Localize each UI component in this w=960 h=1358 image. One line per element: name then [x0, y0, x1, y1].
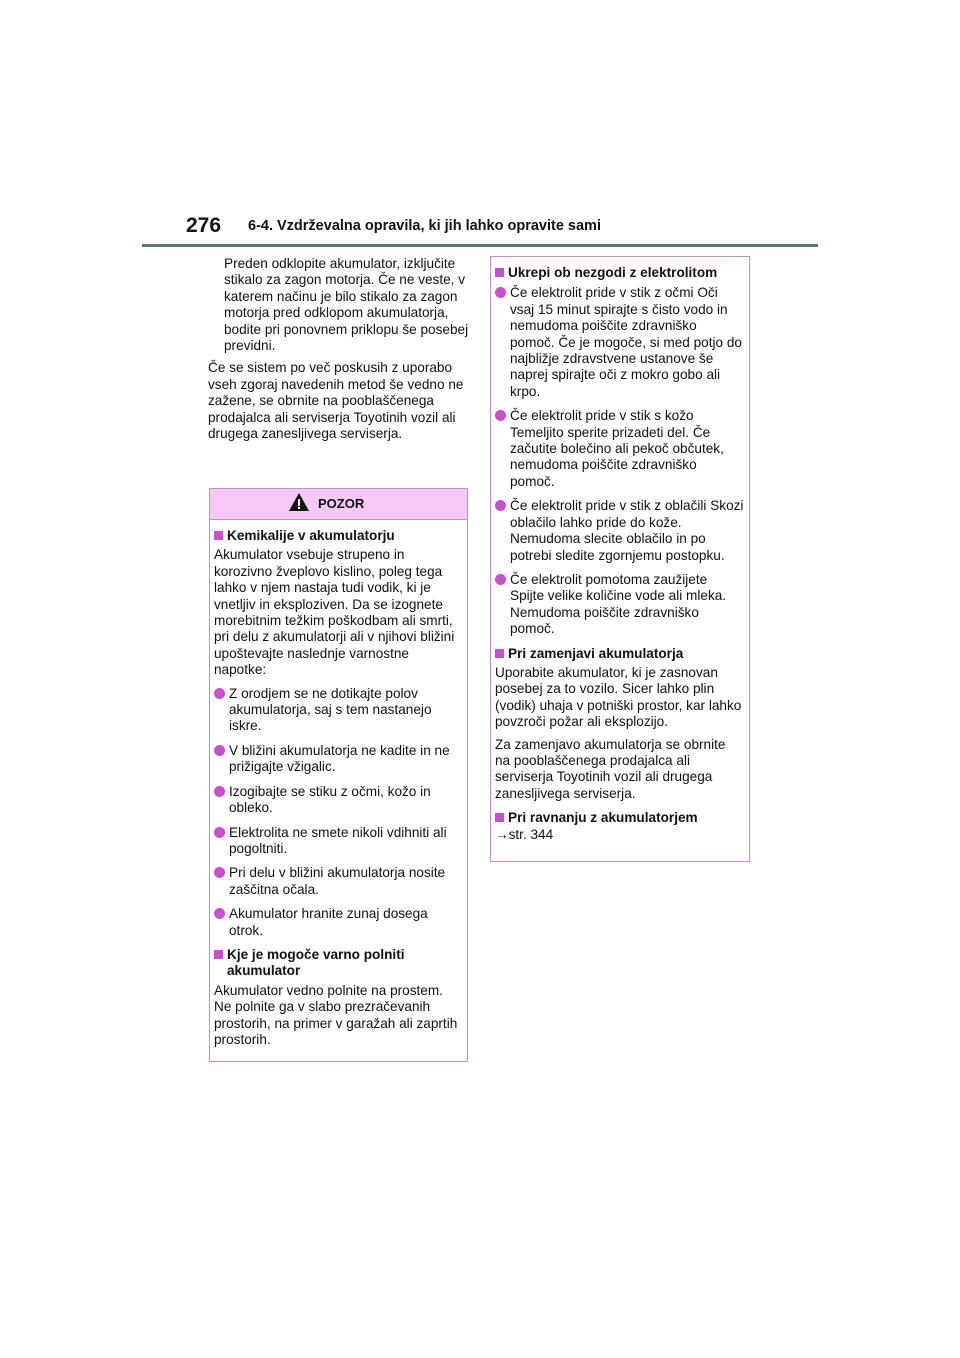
- square-bullet-icon: [495, 649, 504, 658]
- section-heading-charging: Kje je mogoče varno polniti akumulator: [214, 947, 462, 980]
- warning-box: [209, 488, 468, 1062]
- charging-text: Akumulator vedno polnite na prostem. Ne polnite ga v slabo prezračevanih prostorih, na primer v garažah ali zaprtih prostorih.: [214, 982, 458, 1047]
- circle-bullet-icon: [214, 827, 225, 838]
- list-item: Z orodjem se ne dotikajte polov akumulatorja, saj s tem nastanejo iskre.: [214, 686, 462, 735]
- warning-label: POZOR: [318, 496, 365, 511]
- circle-bullet-icon: [214, 745, 225, 756]
- section-heading-chemicals: Kemikalije v akumulatorju: [214, 528, 462, 544]
- list-item: Izogibajte se stiku z očmi, kožo in obleko.: [214, 784, 462, 817]
- circle-bullet-icon: [214, 867, 225, 878]
- circle-bullet-icon: [214, 688, 225, 699]
- list-item: Pri delu v bližini akumulatorja nosite zaščitna očala.: [214, 865, 462, 898]
- indented-note: Preden odklopite akumulator, izključite stikalo za zagon motorja. Če ne veste, v katerem načinu je bilo stikalo za zagon motorja pred odklopom akumulatorja, bodite pri ponovnem priklopu še posebej previdni.: [224, 256, 469, 354]
- body-paragraph: Če se sistem po več poskusih z uporabo vseh zgoraj navedenih metod še vedno ne zažene, se obrnite na pooblaščenega prodajalca ali serviserja Toyotinih vozil ali drugega zanesljivega serviserja.: [208, 360, 464, 442]
- section-title: 6-4. Vzdrževalna opravila, ki jih lahko opravite sami: [248, 218, 601, 234]
- circle-bullet-icon: [214, 908, 225, 919]
- list-item: V bližini akumulatorja ne kadite in ne prižigajte vžigalic.: [214, 743, 462, 776]
- circle-bullet-icon: [495, 500, 506, 511]
- list-item: Elektrolita ne smete nikoli vdihniti ali pogoltniti.: [214, 825, 462, 858]
- square-bullet-icon: [495, 268, 504, 277]
- circle-bullet-icon: [495, 574, 506, 585]
- chemicals-intro: Akumulator vsebuje strupeno in korozivno žveplovo kislino, poleg tega lahko v njem nastaja tudi vodik, ki je vnetljiv in eksploziven. Da se izognete morebitnim težkim poškodbam ali smrti, pri delu z akumulatorji ali v njihovi bližini upoštevajte naslednje varnostne napotke:: [214, 547, 455, 678]
- list-item: Če elektrolit pride v stik z oblačili Skozi oblačilo lahko pride do kože. Nemudoma slecite oblačilo in po potrebi sledite zgornjemu postopku.: [495, 498, 744, 564]
- list-item: Če elektrolit pride v stik s kožo Temeljito sperite prizadeti del. Če začutite bolečino ali pekoč občutek, nemudoma poiščite zdravniško pomoč.: [495, 408, 744, 490]
- square-bullet-icon: [214, 950, 223, 959]
- square-bullet-icon: [214, 531, 223, 540]
- page-reference-link[interactable]: →str. 344: [495, 826, 554, 842]
- warning-header: [210, 489, 467, 520]
- page-number: 276: [186, 214, 222, 237]
- replacement-text-2: Za zamenjavo akumulatorja se obrnite na pooblaščenega prodajalca ali serviserja Toyotinih vozil ali drugega zanesljivega serviserja.: [495, 736, 726, 801]
- electrolyte-box: [490, 256, 750, 862]
- list-item: Akumulator hranite zunaj dosega otrok.: [214, 906, 462, 939]
- square-bullet-icon: [495, 813, 504, 822]
- list-item: Če elektrolit pomotoma zaužijete Spijte velike količine vode ali mleka. Nemudoma poiščite zdravniško pomoč.: [495, 572, 744, 638]
- warning-triangle-icon: [288, 492, 310, 512]
- circle-bullet-icon: [495, 410, 506, 421]
- header-rule: [142, 244, 818, 247]
- section-heading-replacement: Pri zamenjavi akumulatorja: [495, 646, 744, 662]
- circle-bullet-icon: [495, 287, 506, 298]
- left-column: [208, 256, 470, 442]
- list-item: Če elektrolit pride v stik z očmi Oči vsaj 15 minut spirajte s čisto vodo in nemudoma poiščite zdravniško pomoč. Če je mogoče, si med potjo do najbližje zdravstvene ustanove še naprej spirajte oči z mokro gobo ali krpo.: [495, 285, 744, 400]
- replacement-text-1: Uporabite akumulator, ki je zasnovan posebej za to vozilo. Sicer lahko plin (vodik) uhaja v potniški prostor, kar lahko povzroči požar ali eksplozijo.: [495, 664, 742, 730]
- section-heading-handling: Pri ravnanju z akumulatorjem: [495, 810, 744, 826]
- circle-bullet-icon: [214, 786, 225, 797]
- section-heading-electrolyte: Ukrepi ob nezgodi z elektrolitom: [495, 265, 744, 281]
